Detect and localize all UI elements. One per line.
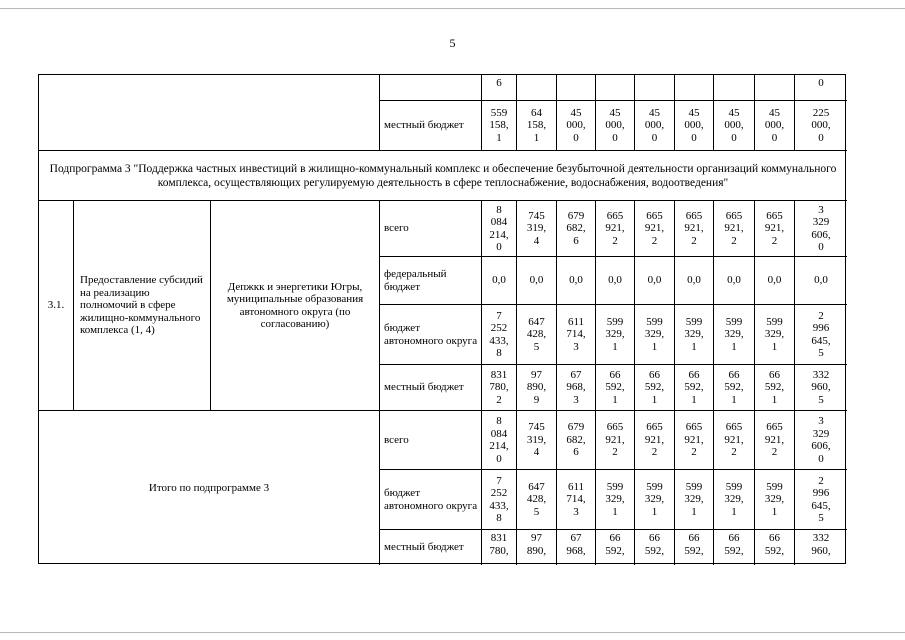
row-31-budget-value: 0,0 xyxy=(482,257,517,305)
row-31-budget-value: 599 329, 1 xyxy=(675,305,714,365)
row-31-budget-value: 0,0 xyxy=(557,257,596,305)
row-31-budget-value: 665 921, 2 xyxy=(675,201,714,257)
total-3-budget-value: 665 921, 2 xyxy=(755,411,795,470)
row-31-budget-value: 0,0 xyxy=(795,257,847,305)
local-budget-row-value: 45 000, 0 xyxy=(635,101,675,151)
row-31-budget-value: 647 428, 5 xyxy=(517,305,557,365)
row-31-budget-value: 66 592, 1 xyxy=(714,365,755,411)
row-31-budget-value: 599 329, 1 xyxy=(755,305,795,365)
total-3-budget-value: 3 329 606, 0 xyxy=(795,411,847,470)
continued-row-value xyxy=(755,75,795,101)
row-31-budget-value: 745 319, 4 xyxy=(517,201,557,257)
row-31-budget-value: 0,0 xyxy=(517,257,557,305)
row-31-budget-value: 0,0 xyxy=(596,257,635,305)
local-budget-row-value: 45 000, 0 xyxy=(755,101,795,151)
row-31-budget-value: 3 329 606, 0 xyxy=(795,201,847,257)
total-3-budget-value: 599 329, 1 xyxy=(675,470,714,530)
total-3-budget-value: 599 329, 1 xyxy=(755,470,795,530)
row-31-budget-value: 831 780, 2 xyxy=(482,365,517,411)
budget-label: федеральный бюджет xyxy=(380,257,482,305)
scan-edge-top xyxy=(0,8,905,9)
total-3-budget-value: 66 592, xyxy=(675,530,714,565)
total-3-budget-value: 745 319, 4 xyxy=(517,411,557,470)
row-31-budget-value: 611 714, 3 xyxy=(557,305,596,365)
total-3-budget-value: 332 960, xyxy=(811,532,831,557)
total-3-budget-value: 679 682, 6 xyxy=(557,411,596,470)
row-31-budget-value: 2 996 645, 5 xyxy=(795,305,847,365)
local-budget-row-value: 45 000, 0 xyxy=(557,101,596,151)
total-3-budget-value: 7 252 433, 8 xyxy=(482,470,517,530)
row-31-budget-value: 67 968, 3 xyxy=(557,365,596,411)
continued-row-value xyxy=(635,75,675,101)
total-3-budget-value: 66 592, xyxy=(714,530,755,565)
row-31-budget-value: 8 084 214, 0 xyxy=(482,201,517,257)
row-31-budget-value: 332 960, 5 xyxy=(795,365,847,411)
total-3-budget-value: 831 780, xyxy=(482,530,517,565)
scan-edge-bottom xyxy=(0,632,905,633)
continued-row-value xyxy=(596,75,635,101)
local-budget-row-value: 45 000, 0 xyxy=(596,101,635,151)
row-31-budget-value: 665 921, 2 xyxy=(714,201,755,257)
row-31-budget-value: 0,0 xyxy=(635,257,675,305)
total-3-budget-value: 97 890, xyxy=(517,530,557,565)
total-3-budget-value: 8 084 214, 0 xyxy=(482,411,517,470)
row-31-budget-value: 0,0 xyxy=(755,257,795,305)
total-3-budget-value: 66 592, xyxy=(755,530,795,565)
row-31-budget-value: 0,0 xyxy=(675,257,714,305)
budget-label: местный бюджет xyxy=(380,365,482,411)
activity-description: Предоставление субсидий на реализацию полномочий в сфере жилищно-коммунального комплекса (1, 4) xyxy=(74,201,211,411)
continued-row-value xyxy=(714,75,755,101)
total-3-budget-value: 599 329, 1 xyxy=(596,470,635,530)
subprogram-title: Подпрограмма 3 "Поддержка частных инвестиций в жилищно-коммунальный комплекс и обеспечение безубыточной деятельности организаций коммунального комплекса, осуществляющих регулируемую деятельность в сфере теплоснабжение, водоснабжения, водоотведения" xyxy=(39,151,847,201)
local-budget-row-value: 45 000, 0 xyxy=(675,101,714,151)
continued-row-value xyxy=(675,75,714,101)
row-31-budget-value: 679 682, 6 xyxy=(557,201,596,257)
total-3-budget-value: 665 921, 2 xyxy=(635,411,675,470)
row-31-budget-value: 0,0 xyxy=(714,257,755,305)
row-31-budget-value: 599 329, 1 xyxy=(635,305,675,365)
total-3-budget-value: 665 921, 2 xyxy=(675,411,714,470)
row-31-budget-value: 66 592, 1 xyxy=(596,365,635,411)
total-3-budget-value: 67 968, xyxy=(557,530,596,565)
row-31-budget-value: 66 592, 1 xyxy=(675,365,714,411)
row-31-budget-value: 7 252 433, 8 xyxy=(482,305,517,365)
continued-label-blank xyxy=(380,75,482,101)
continued-row-value xyxy=(557,75,596,101)
row-31-budget-value: 97 890, 9 xyxy=(517,365,557,411)
row-31-budget-value: 599 329, 1 xyxy=(714,305,755,365)
row-31-budget-value: 599 329, 1 xyxy=(596,305,635,365)
row-number: 3.1. xyxy=(39,201,74,411)
row-31-budget-value: 665 921, 2 xyxy=(755,201,795,257)
row-31-budget-value: 665 921, 2 xyxy=(596,201,635,257)
total-3-budget-value: 66 592, xyxy=(596,530,635,565)
budget-label: местный бюджет xyxy=(380,101,482,151)
subprogram-total-label: Итого по подпрограмме 3 xyxy=(39,411,380,565)
budget-label: всего xyxy=(380,201,482,257)
total-3-budget-value: 2 996 645, 5 xyxy=(795,470,847,530)
total-3-budget-value: 665 921, 2 xyxy=(714,411,755,470)
row-31-budget-value: 665 921, 2 xyxy=(635,201,675,257)
continued-row-value xyxy=(517,75,557,101)
total-3-budget-value: 599 329, 1 xyxy=(635,470,675,530)
row-31-budget-value: 66 592, 1 xyxy=(635,365,675,411)
local-budget-row-value: 64 158, 1 xyxy=(517,101,557,151)
local-budget-row-value: 225 000, 0 xyxy=(795,101,847,151)
continued-blank-cell xyxy=(39,75,380,151)
budget-label: местный бюджет xyxy=(380,530,482,565)
continued-row-value: 6 xyxy=(482,75,517,101)
total-3-budget-value: 665 921, 2 xyxy=(596,411,635,470)
total-3-budget-value: 599 329, 1 xyxy=(714,470,755,530)
budget-label: бюджет автономного округа xyxy=(380,305,482,365)
responsible-executor: Депжкк и энергетики Югры, муниципальные образования автономного округа (по согласованию) xyxy=(211,201,380,411)
local-budget-row-value: 45 000, 0 xyxy=(714,101,755,151)
program-table xyxy=(38,74,846,564)
budget-label: бюджет автономного округа xyxy=(380,470,482,530)
total-3-budget-value: 647 428, 5 xyxy=(517,470,557,530)
local-budget-row-value: 559 158, 1 xyxy=(482,101,517,151)
total-3-budget-value: 66 592, xyxy=(635,530,675,565)
budget-label: всего xyxy=(380,411,482,470)
continued-row-value: 0 xyxy=(795,75,847,101)
row-31-budget-value: 66 592, 1 xyxy=(755,365,795,411)
page-number: 5 xyxy=(449,36,456,50)
total-3-budget-value: 611 714, 3 xyxy=(557,470,596,530)
